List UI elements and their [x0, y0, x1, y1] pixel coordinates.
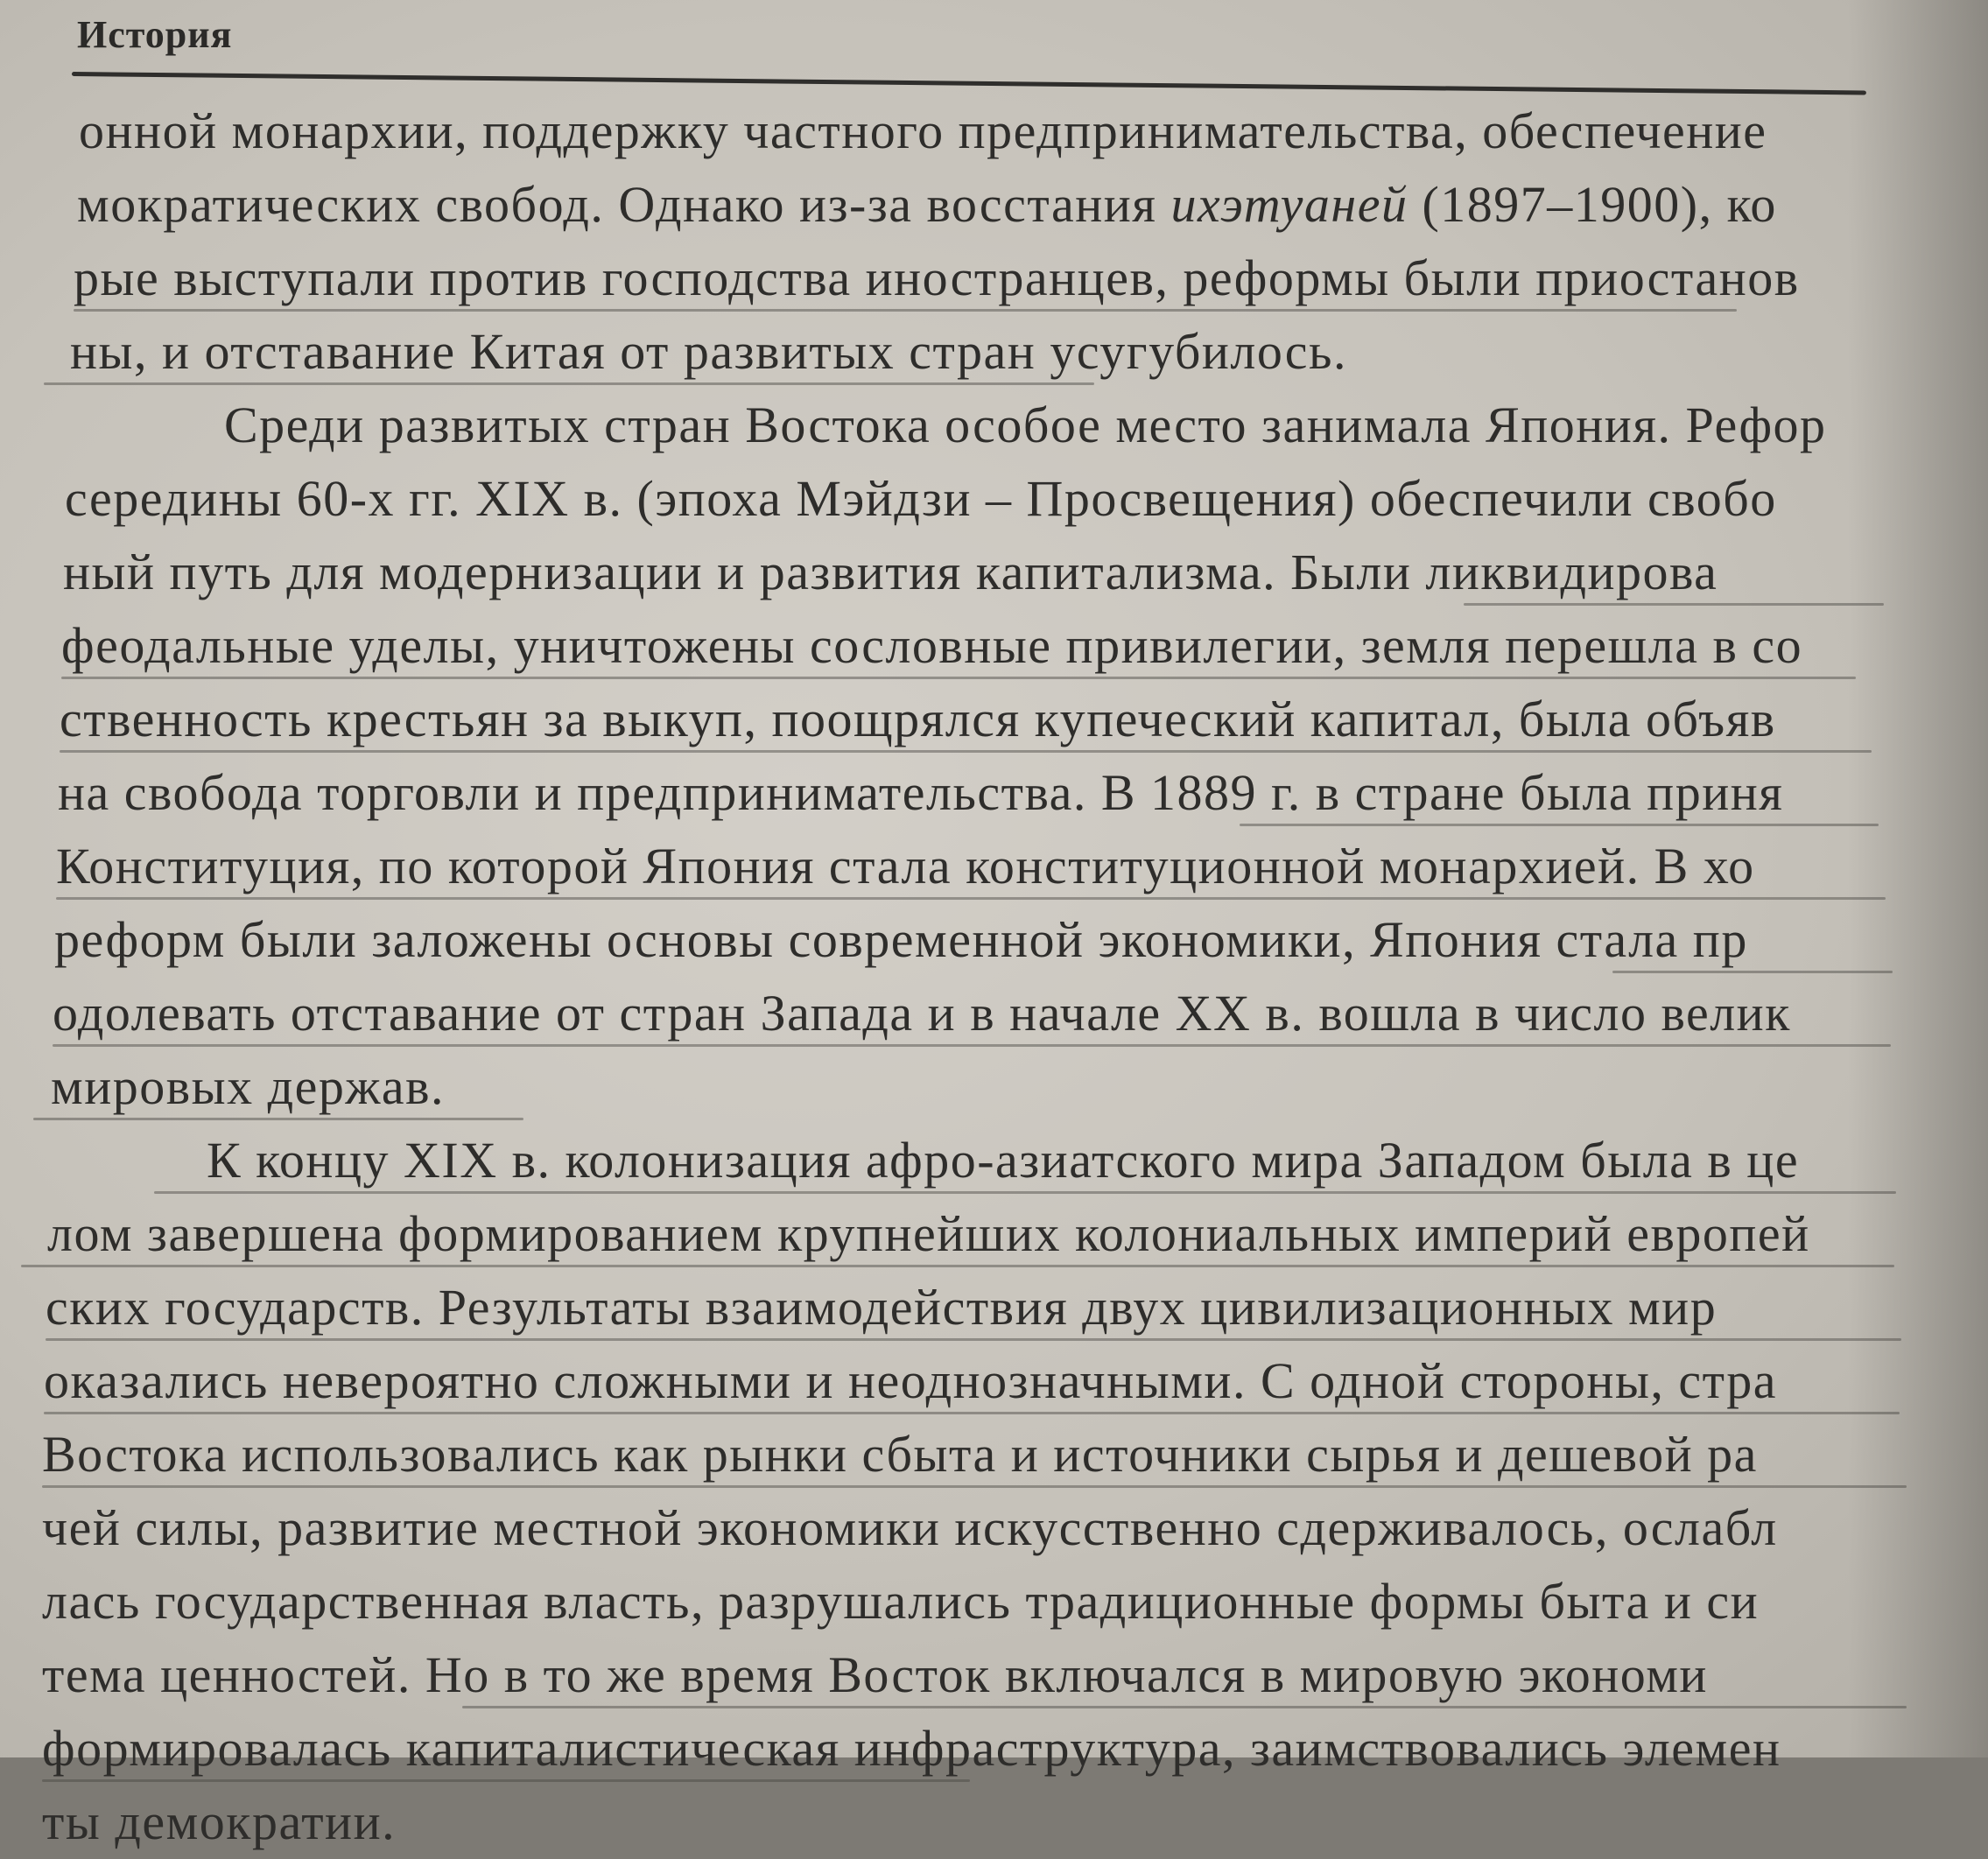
text-line	[60, 683, 1900, 756]
pencil-underline	[1612, 971, 1893, 973]
text-line-content: ты демократии.	[42, 1793, 397, 1850]
text-line	[42, 1418, 1900, 1491]
text-line-content: оказались невероятно сложными и неоднозначными. С одной стороны, стра	[44, 1352, 1777, 1409]
pencil-underline	[44, 1412, 1900, 1414]
pencil-underline	[44, 382, 1094, 385]
text-line	[70, 315, 1900, 389]
header-rule	[72, 72, 1866, 95]
pencil-underline	[154, 1191, 1896, 1194]
text-line-content: тема ценностей. Но в то же время Восток включался в мировую экономи	[42, 1646, 1708, 1703]
text-line-content: ских государств. Результаты взаимодействия двух цивилизационных мир	[46, 1279, 1718, 1336]
text-line	[77, 168, 1900, 242]
text-line	[61, 609, 1900, 683]
pencil-underline	[74, 309, 1737, 312]
text-line-content: К концу XIX в. колонизация афро-азиатского мира Западом была в це	[207, 1132, 1800, 1189]
text-line-content: Конституция, по которой Япония стала конституционной монархией. В хо	[56, 838, 1755, 894]
text-line-content: чей силы, развитие местной экономики искусственно сдерживалось, ослабл	[42, 1499, 1778, 1556]
pencil-underline	[61, 677, 1856, 679]
running-header: История	[77, 13, 233, 56]
pencil-underline	[60, 750, 1872, 753]
pencil-underline	[42, 1485, 1907, 1488]
text-line	[42, 1638, 1900, 1712]
text-line	[42, 1565, 1900, 1638]
pencil-underline	[21, 1265, 1894, 1267]
text-line-content: мировых держав.	[51, 1058, 446, 1115]
text-line-content: ный путь для модернизации и развития капитализма. Были ликвидирова	[63, 544, 1718, 600]
text-line	[54, 903, 1900, 977]
text-line	[63, 536, 1900, 609]
text-line	[56, 830, 1900, 903]
text-line-content: мократических свобод. Однако из-за восстания ихэтуаней (1897–1900), ко	[77, 176, 1777, 233]
pencil-underline	[462, 1706, 1907, 1708]
text-line-content: ственность крестьян за выкуп, поощрялся купеческий капитал, была объяв	[60, 691, 1776, 747]
text-line-content: лом завершена формированием крупнейших колониальных империй европей	[47, 1205, 1810, 1262]
text-line-content: лась государственная власть, разрушались традиционные формы быта и си	[42, 1573, 1760, 1630]
text-line-content: рые выступали против господства иностранцев, реформы были приостанов	[74, 249, 1800, 306]
pencil-underline	[1240, 824, 1879, 826]
text-line	[51, 1050, 1900, 1124]
text-line-content: одолевать отставание от стран Запада и в начале XX в. вошла в число велик	[53, 985, 1791, 1042]
text-line	[49, 1124, 1900, 1197]
text-line-content: середины 60-х гг. XIX в. (эпоха Мэйдзи – Просвещения) обеспечили свобо	[65, 470, 1777, 527]
text-line	[65, 462, 1900, 536]
pencil-underline	[42, 1779, 970, 1782]
text-line	[58, 756, 1900, 830]
text-line	[79, 95, 1900, 168]
pencil-underline	[53, 1044, 1891, 1047]
text-line	[53, 977, 1900, 1050]
text-line	[42, 1785, 1900, 1859]
text-line-content: ны, и отставание Китая от развитых стран усугубилось.	[70, 323, 1347, 380]
italic-term: ихэтуаней	[1170, 176, 1408, 233]
pencil-underline	[46, 1338, 1901, 1341]
text-line	[46, 1271, 1900, 1344]
text-line	[67, 389, 1900, 462]
body-text	[35, 95, 1900, 1859]
text-line-content: онной монархии, поддержку частного предпринимательства, обеспечение	[79, 102, 1767, 159]
pencil-underline	[56, 897, 1886, 900]
pencil-underline	[33, 1118, 523, 1120]
text-line	[74, 242, 1900, 315]
pencil-underline	[1464, 603, 1884, 606]
text-line-content: Востока использовались как рынки сбыта и источники сырья и дешевой ра	[42, 1426, 1758, 1483]
text-line-content: формировалась капиталистическая инфраструктура, заимствовались элемен	[42, 1720, 1781, 1777]
text-line-content: феодальные уделы, уничтожены сословные привилегии, земля перешла в со	[61, 617, 1803, 674]
text-line	[47, 1197, 1900, 1271]
text-line-content: на свобода торговли и предпринимательства. В 1889 г. в стране была приня	[58, 764, 1784, 821]
text-line-content: Среди развитых стран Востока особое место занимала Япония. Рефор	[224, 396, 1827, 453]
text-line	[42, 1712, 1900, 1785]
text-line	[42, 1491, 1900, 1565]
text-line-content: реформ были заложены основы современной экономики, Япония стала пр	[54, 911, 1748, 968]
text-line	[44, 1344, 1900, 1418]
